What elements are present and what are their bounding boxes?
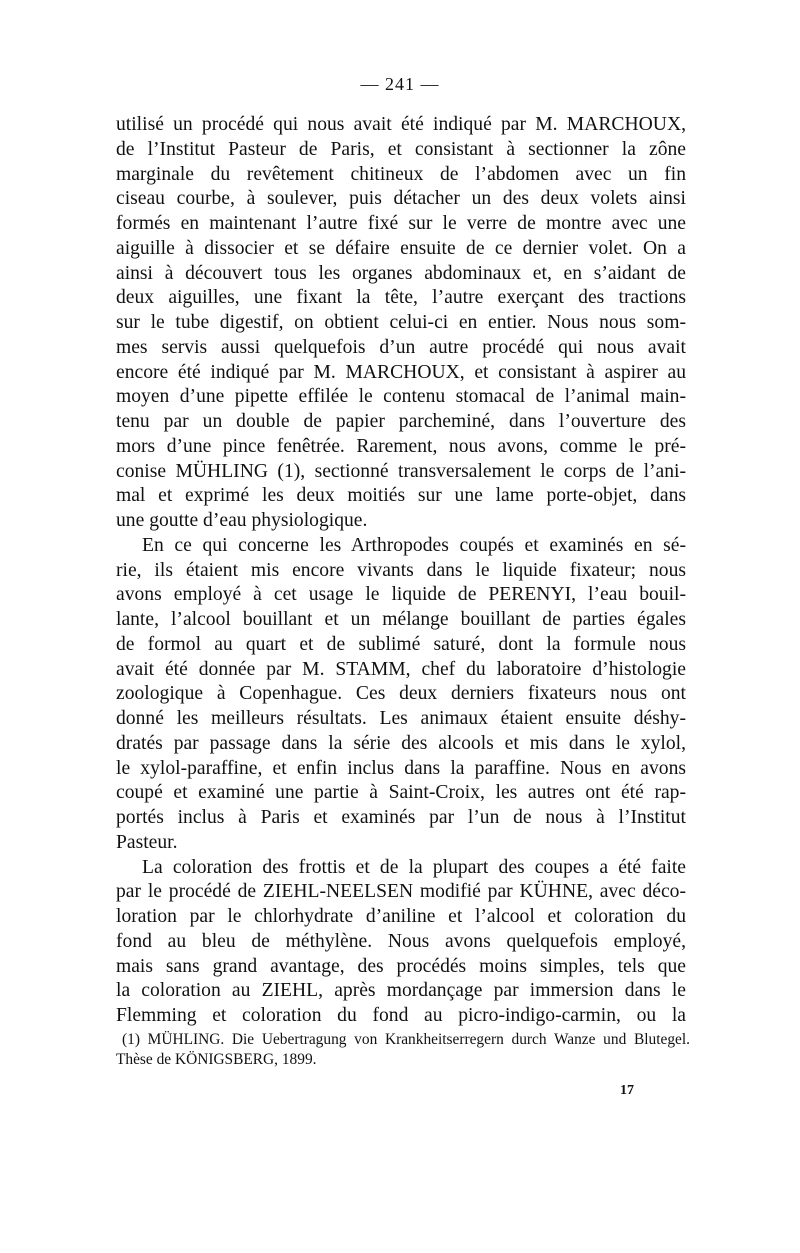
text-line: de formol au quart et de sublimé saturé, dont la formule nous bbox=[116, 633, 686, 655]
footnote bbox=[116, 1030, 690, 1070]
text-line: Flemming et coloration du fond au picro-indigo-carmin, ou la bbox=[116, 1005, 686, 1026]
text-line: par le procédé de ZIEHL-NEELSEN modifié par KÜHNE, avec déco- bbox=[116, 881, 686, 903]
text-line: La coloration des frottis et de la plupart des coupes a été faite bbox=[142, 856, 686, 878]
text-line: de l’Institut Pasteur de Paris, et consistant à sectionner la zône bbox=[116, 138, 686, 160]
text-line: la coloration au ZIEHL, après mordançage par immersion dans le bbox=[116, 980, 686, 1002]
text-line: dratés par passage dans la série des alcools et mis dans le xylol, bbox=[116, 732, 686, 754]
text-line: formés en maintenant l’autre fixé sur le verre de montre avec une bbox=[116, 213, 686, 234]
footnote-text: (1) MÜHLING. Die Uebertragung von Krankheitserregern durch Wanze und Blutegel. Thèse de KÖNIGSBERG, 1899. bbox=[116, 1031, 690, 1068]
text-line: deux aiguilles, une fixant la tête, l’autre exerçant des tractions bbox=[116, 287, 686, 309]
text-line: utilisé un procédé qui nous avait été indiqué par M. MARCHOUX, bbox=[116, 114, 686, 135]
text-line: rie, ils étaient mis encore vivants dans le liquide fixateur; nous bbox=[116, 559, 686, 581]
text-line: fond au bleu de méthylène. Nous avons quelquefois employé, bbox=[116, 930, 686, 952]
page-number-header: — 241 — bbox=[360, 74, 440, 94]
text-line: marginale du revêtement chitineux de l’abdomen avec un fin bbox=[116, 163, 686, 185]
text-line: mal et exprimé les deux moitiés sur une lame porte-objet, dans bbox=[116, 485, 686, 507]
text-line: ainsi à découvert tous les organes abdominaux et, en s’aidant de bbox=[116, 262, 686, 284]
text-line: tenu par un double de papier parcheminé, dans l’ouverture des bbox=[116, 411, 686, 432]
text-line: coupé et examiné une partie à Saint-Croix, les autres ont été rap- bbox=[116, 782, 686, 804]
text-line: En ce qui concerne les Arthropodes coupés et examinés en sé- bbox=[142, 534, 686, 556]
text-line: zoologique à Copenhague. Ces deux derniers fixateurs nous ont bbox=[116, 683, 686, 705]
text-line: aiguille à dissocier et se défaire ensuite de ce dernier volet. On a bbox=[116, 237, 686, 259]
text-line: loration par le chlorhydrate d’aniline et l’alcool et coloration du bbox=[116, 906, 686, 927]
text-line: donné les meilleurs résultats. Les animaux étaient ensuite déshy- bbox=[116, 708, 686, 729]
text-line: une goutte d’eau physiologique. bbox=[116, 510, 368, 531]
text-line: avait été donnée par M. STAMM, chef du laboratoire d’histologie bbox=[116, 658, 686, 680]
text-line: mais sans grand avantage, des procédés moins simples, tels que bbox=[116, 955, 686, 977]
text-line: lante, l’alcool bouillant et un mélange bouillant de parties égales bbox=[116, 609, 686, 630]
text-line: portés inclus à Paris et examinés par l’un de nous à l’Institut bbox=[116, 807, 686, 828]
signature-mark: 17 bbox=[620, 1083, 634, 1098]
text-line: le xylol-paraffine, et enfin inclus dans la paraffine. Nous en avons bbox=[116, 757, 686, 779]
text-line: sur le tube digestif, on obtient celui-ci en entier. Nous nous som- bbox=[116, 312, 686, 333]
text-line: avons employé à cet usage le liquide de PERENYI, l’eau bouil- bbox=[116, 584, 686, 606]
text-line: conise MÜHLING (1), sectionné transversalement le corps de l’ani- bbox=[116, 460, 686, 482]
main-text bbox=[116, 113, 686, 1029]
text-line: mors d’une pince fenêtrée. Rarement, nous avons, comme le pré- bbox=[116, 435, 686, 457]
text-line: mes servis aussi quelquefois d’un autre procédé qui nous avait bbox=[116, 336, 686, 358]
text-line: Pasteur. bbox=[116, 831, 178, 853]
text-line: encore été indiqué par M. MARCHOUX, et consistant à aspirer au bbox=[116, 361, 686, 383]
text-line: ciseau courbe, à soulever, puis détacher un des deux volets ainsi bbox=[116, 188, 686, 210]
text-line: moyen d’une pipette effilée le contenu stomacal de l’animal main- bbox=[116, 386, 686, 408]
